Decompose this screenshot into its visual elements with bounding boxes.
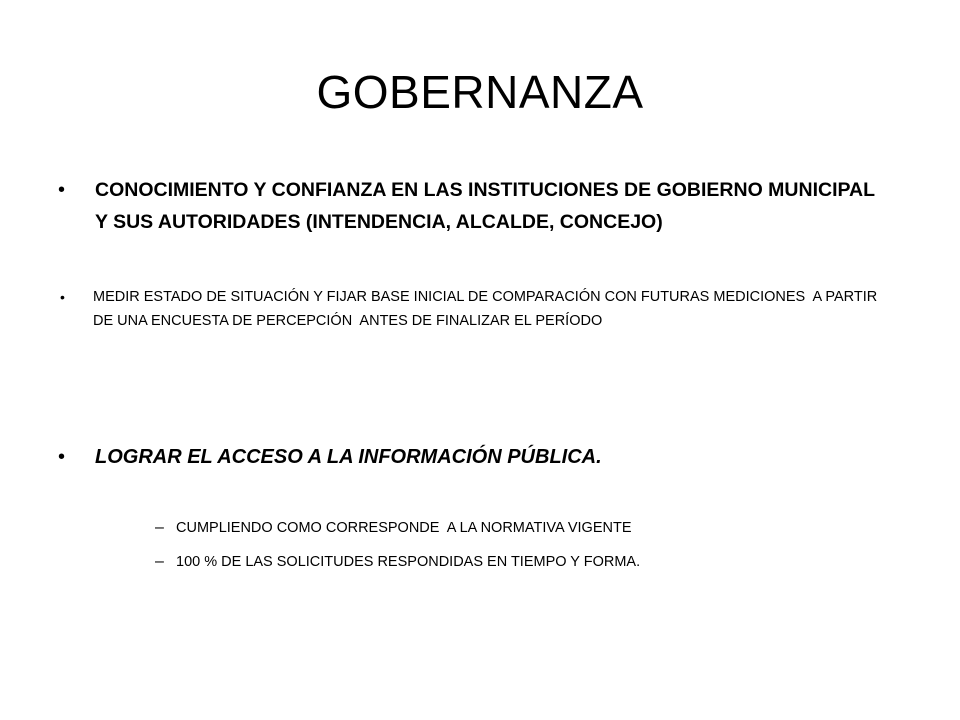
bullet-marker: • <box>58 446 66 468</box>
sub-bullet-text: CUMPLIENDO COMO CORRESPONDE A LA NORMATIVA VIGENTE <box>176 520 632 536</box>
sub-bullet-item <box>155 516 855 540</box>
bullet-item <box>58 174 888 238</box>
sub-bullet-text: 100 % DE LAS SOLICITUDES RESPONDIDAS EN TIEMPO Y FORMA. <box>176 554 641 570</box>
bullet-marker: • <box>60 289 65 305</box>
bullet-marker: • <box>58 179 66 201</box>
bullet-text: MEDIR ESTADO DE SITUACIÓN Y FIJAR BASE INICIAL DE COMPARACIÓN CON FUTURAS MEDICIONES A PARTIR DE UNA ENCUESTA DE PERCEPCIÓN ANTES DE FINALIZAR EL PERÍODO <box>93 289 882 329</box>
bullet-item <box>60 285 880 333</box>
sub-bullet-marker: – <box>155 519 164 536</box>
sub-bullet-item <box>155 550 855 574</box>
bullet-text: LOGRAR EL ACCESO A LA INFORMACIÓN PÚBLICA. <box>95 446 602 468</box>
bullet-text: CONOCIMIENTO Y CONFIANZA EN LAS INSTITUCIONES DE GOBIERNO MUNICIPAL Y SUS AUTORIDADES (INTENDENCIA, ALCALDE, CONCEJO) <box>95 179 875 233</box>
sub-bullet-marker: – <box>155 553 164 570</box>
bullet-item <box>58 440 888 474</box>
slide-title: GOBERNANZA <box>316 66 644 118</box>
